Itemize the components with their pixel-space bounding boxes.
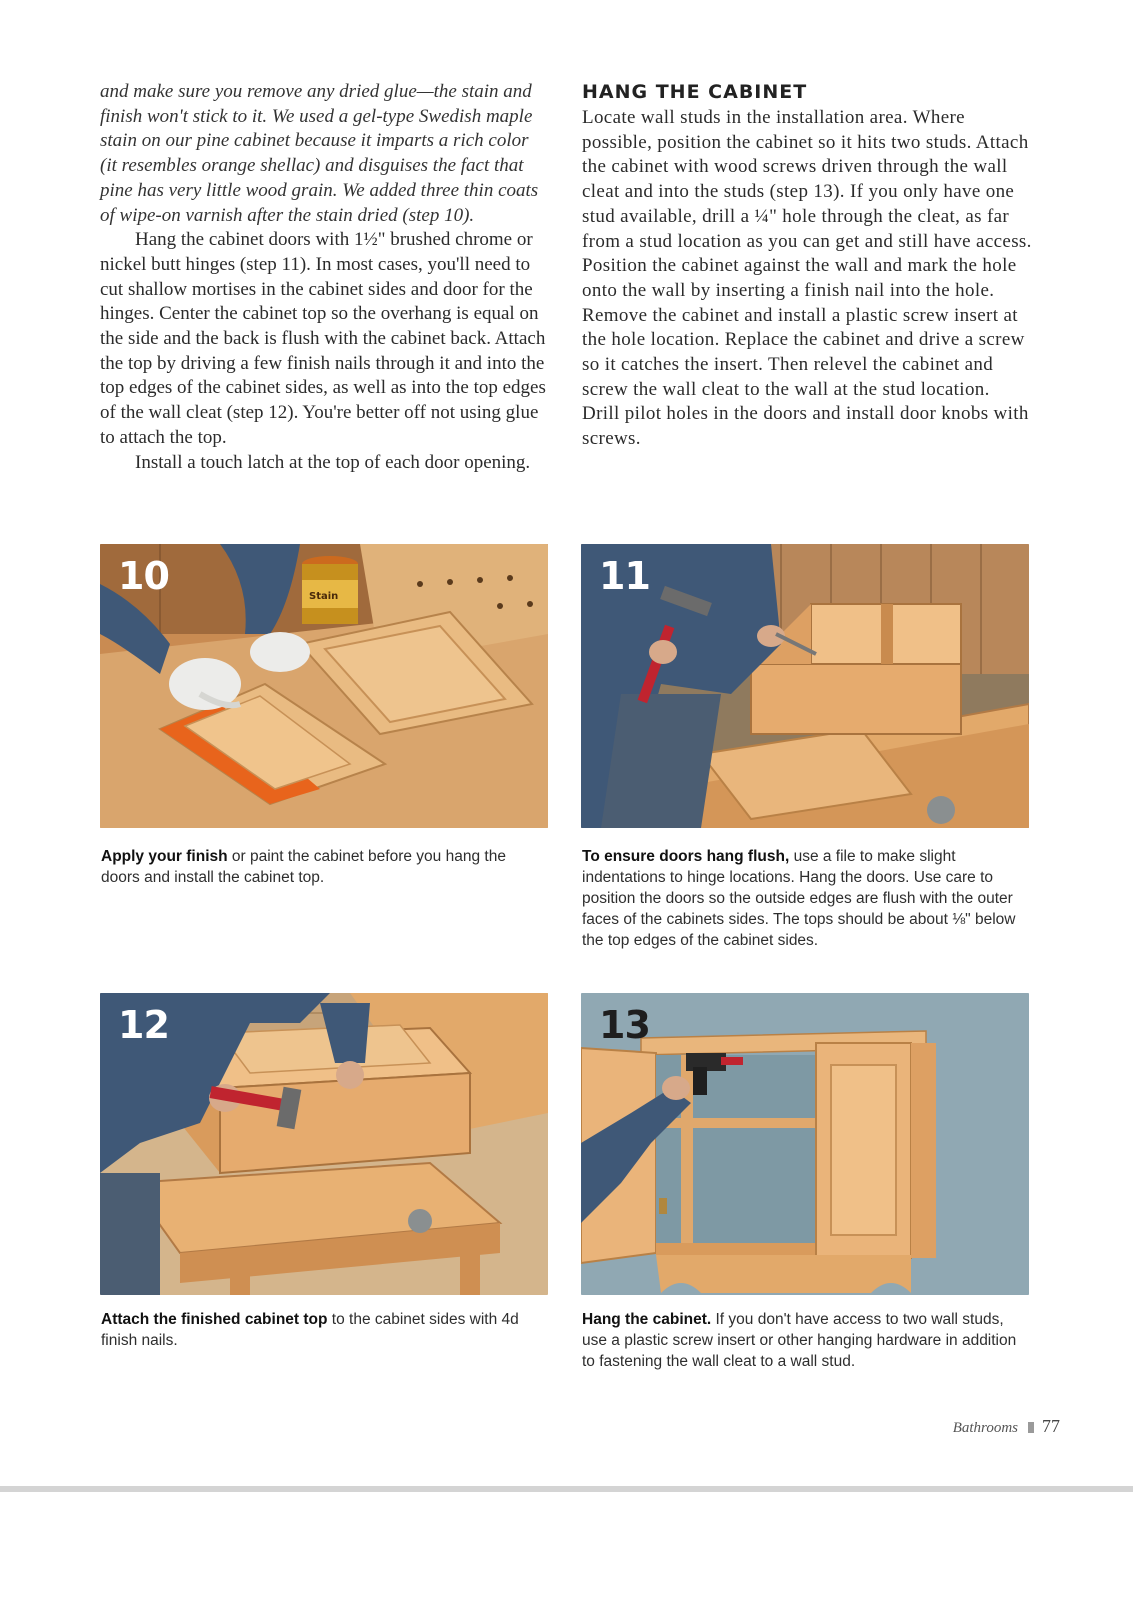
caption-text: If you don't have access to two wall studs, use a plastic screw insert or other hanging hardware in addition to fastening the wall cleat to a wall stud. [582, 1311, 1017, 1370]
caption-text: to the cabinet sides with 4d finish nails. [101, 1311, 519, 1349]
step-number: 11 [599, 554, 650, 598]
bottom-rule [0, 1486, 1133, 1492]
step-13-photo [581, 993, 1029, 1295]
touch-latch-paragraph: Install a touch latch at the top of each door opening. [135, 451, 531, 473]
step-number: 12 [118, 1003, 169, 1047]
caption-lead: Attach the finished cabinet top [101, 1311, 328, 1328]
section-name: Bathrooms [952, 1420, 1018, 1436]
hinges-paragraph: Hang the cabinet doors with 1½" brushed chrome or nickel butt hinges (step 11). In most cases, you'll need to cut shallow mortises in the cabinet sides and door for the hinges. Center the cabinet top so the overhang is equal on the side and the back is flush with the cabinet back. Attach the top by driving a few finish nails through it and into the top edges of the cabinet sides, as well as into the top edges of the wall cleat (step 12). You're better off not using glue to attach the top. [100, 229, 546, 448]
step-12-caption [101, 1309, 541, 1351]
caption-lead: Hang the cabinet. [582, 1311, 712, 1328]
step-11-photo [581, 544, 1029, 828]
step-13-caption [582, 1309, 1022, 1372]
can-label: Stain [309, 591, 339, 602]
right-text-column [582, 80, 1032, 452]
step-number: 10 [118, 554, 169, 598]
hang-cabinet-paragraph: Locate wall studs in the installation area. Where possible, position the cabinet so it hits two studs. Attach the cabinet with wood screws driven through the wall cleat and into the studs (step 13). If you only have one stud available, drill a ¼" hole through the cleat, as far from a stud location as you can get and still have access. Position the cabinet against the wall and mark the hole onto the wall by inserting a finish nail into the hole. Remove the cabinet and install a plastic screw insert at the hole location. Replace the cabinet and drive a screw so it catches the insert. Then relevel the cabinet and screw the wall cleat to the wall at the stud location. Drill pilot holes in the doors and install door knobs with screws. [582, 107, 1032, 450]
step-12-photo [100, 993, 548, 1295]
step-number: 13 [599, 1003, 650, 1047]
step-10-caption [101, 846, 541, 888]
step-11-caption [582, 846, 1022, 951]
page-footer [920, 1416, 1060, 1437]
caption-text: or paint the cabinet before you hang the doors and install the cabinet top. [101, 848, 506, 886]
section-heading: HANG THE CABINET [582, 81, 808, 103]
footer-separator [1028, 1422, 1034, 1433]
finish-paragraph: and make sure you remove any dried glue—the stain and finish won't stick to it. We used a gel-type Swedish maple stain on our pine cabinet because it imparts a rich color (it resembles orange shellac) and disguises the fact that pine has very little wood grain. We added three thin coats of wipe-on varnish after the stain dried (step 10). [100, 81, 539, 226]
caption-lead: Apply your finish [101, 848, 228, 865]
caption-text: use a file to make slight indentations to hinge locations. Hang the doors. Use care to position the doors so the outside edges are flush with the outer faces of the cabinets sides. The tops should be about ⅛" below the top edges of the cabinet sides. [582, 848, 1016, 949]
page-number: 77 [1042, 1416, 1060, 1436]
caption-lead: To ensure doors hang flush, [582, 848, 790, 865]
step-10-photo [100, 544, 548, 828]
left-text-column [100, 80, 548, 475]
